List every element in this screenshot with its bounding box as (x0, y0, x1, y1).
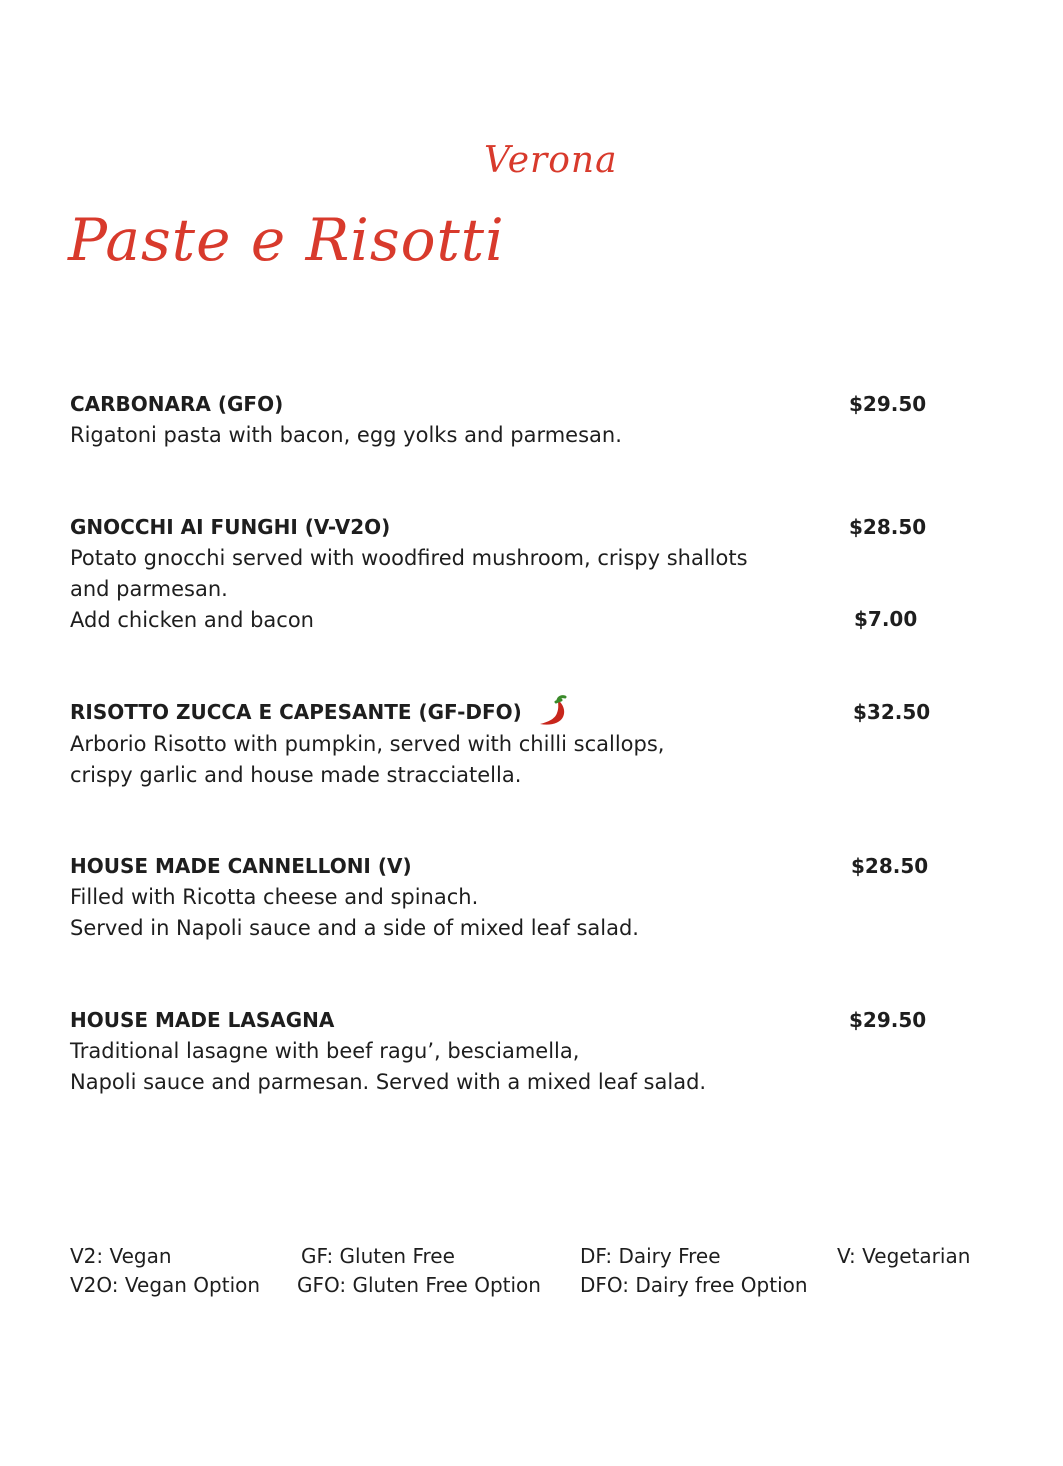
item-name: GNOCCHI AI FUNGHI (V-V2O) (70, 515, 391, 539)
menu-item-risotto (70, 697, 950, 791)
legend-entry: GF: Gluten Free (301, 1244, 455, 1268)
item-price: $32.50 (853, 700, 931, 724)
item-price: $28.50 (849, 515, 927, 539)
item-description: Arborio Risotto with pumpkin, served with chilli scallops, (70, 731, 665, 756)
item-price: $29.50 (849, 1008, 927, 1032)
legend-entry: GFO: Gluten Free Option (297, 1273, 541, 1297)
legend-entry: DF: Dairy Free (580, 1244, 721, 1268)
item-description: Filled with Ricotta cheese and spinach. (70, 885, 479, 909)
item-name: CARBONARA (GFO) (70, 392, 284, 416)
item-addon: Add chicken and bacon (70, 608, 314, 632)
legend-entry: V: Vegetarian (837, 1244, 971, 1268)
item-description: crispy garlic and house made stracciatella. (70, 762, 522, 787)
legend-entry: V2: Vegan (70, 1244, 172, 1268)
legend-vegan (70, 1242, 260, 1300)
legend-vegetarian (837, 1242, 970, 1271)
addon-price: $7.00 (854, 607, 918, 631)
item-description: Potato gnocchi served with woodfired mushroom, crispy shallots (70, 546, 748, 570)
legend-entry: V2O: Vegan Option (70, 1273, 261, 1297)
menu-item-cannelloni (70, 851, 950, 944)
item-description: Rigatoni pasta with bacon, egg yolks and parmesan. (70, 423, 622, 447)
menu-item-gnocchi (70, 512, 950, 636)
item-description: Napoli sauce and parmesan. Served with a mixed leaf salad. (70, 1070, 707, 1094)
item-name: HOUSE MADE LASAGNA (70, 1008, 335, 1032)
restaurant-name: Verona (484, 140, 618, 181)
item-description: Served in Napoli sauce and a side of mixed leaf salad. (70, 916, 639, 940)
legend-dairy (580, 1242, 808, 1300)
menu-item-lasagna (70, 1005, 950, 1098)
item-price: $29.50 (849, 392, 927, 416)
menu-item-carbonara (70, 389, 950, 451)
item-description: and parmesan. (70, 577, 228, 601)
legend-gluten (297, 1242, 541, 1300)
item-name: RISOTTO ZUCCA E CAPESANTE (GF-DFO) (70, 700, 522, 724)
section-title: Paste e Risotti (68, 206, 505, 274)
chili-pepper-icon (536, 695, 572, 729)
item-price: $28.50 (851, 854, 929, 878)
legend-entry: DFO: Dairy free Option (580, 1273, 808, 1297)
item-name: HOUSE MADE CANNELLONI (V) (70, 854, 412, 878)
item-description: Traditional lasagne with beef ragu’, besciamella, (70, 1039, 580, 1063)
